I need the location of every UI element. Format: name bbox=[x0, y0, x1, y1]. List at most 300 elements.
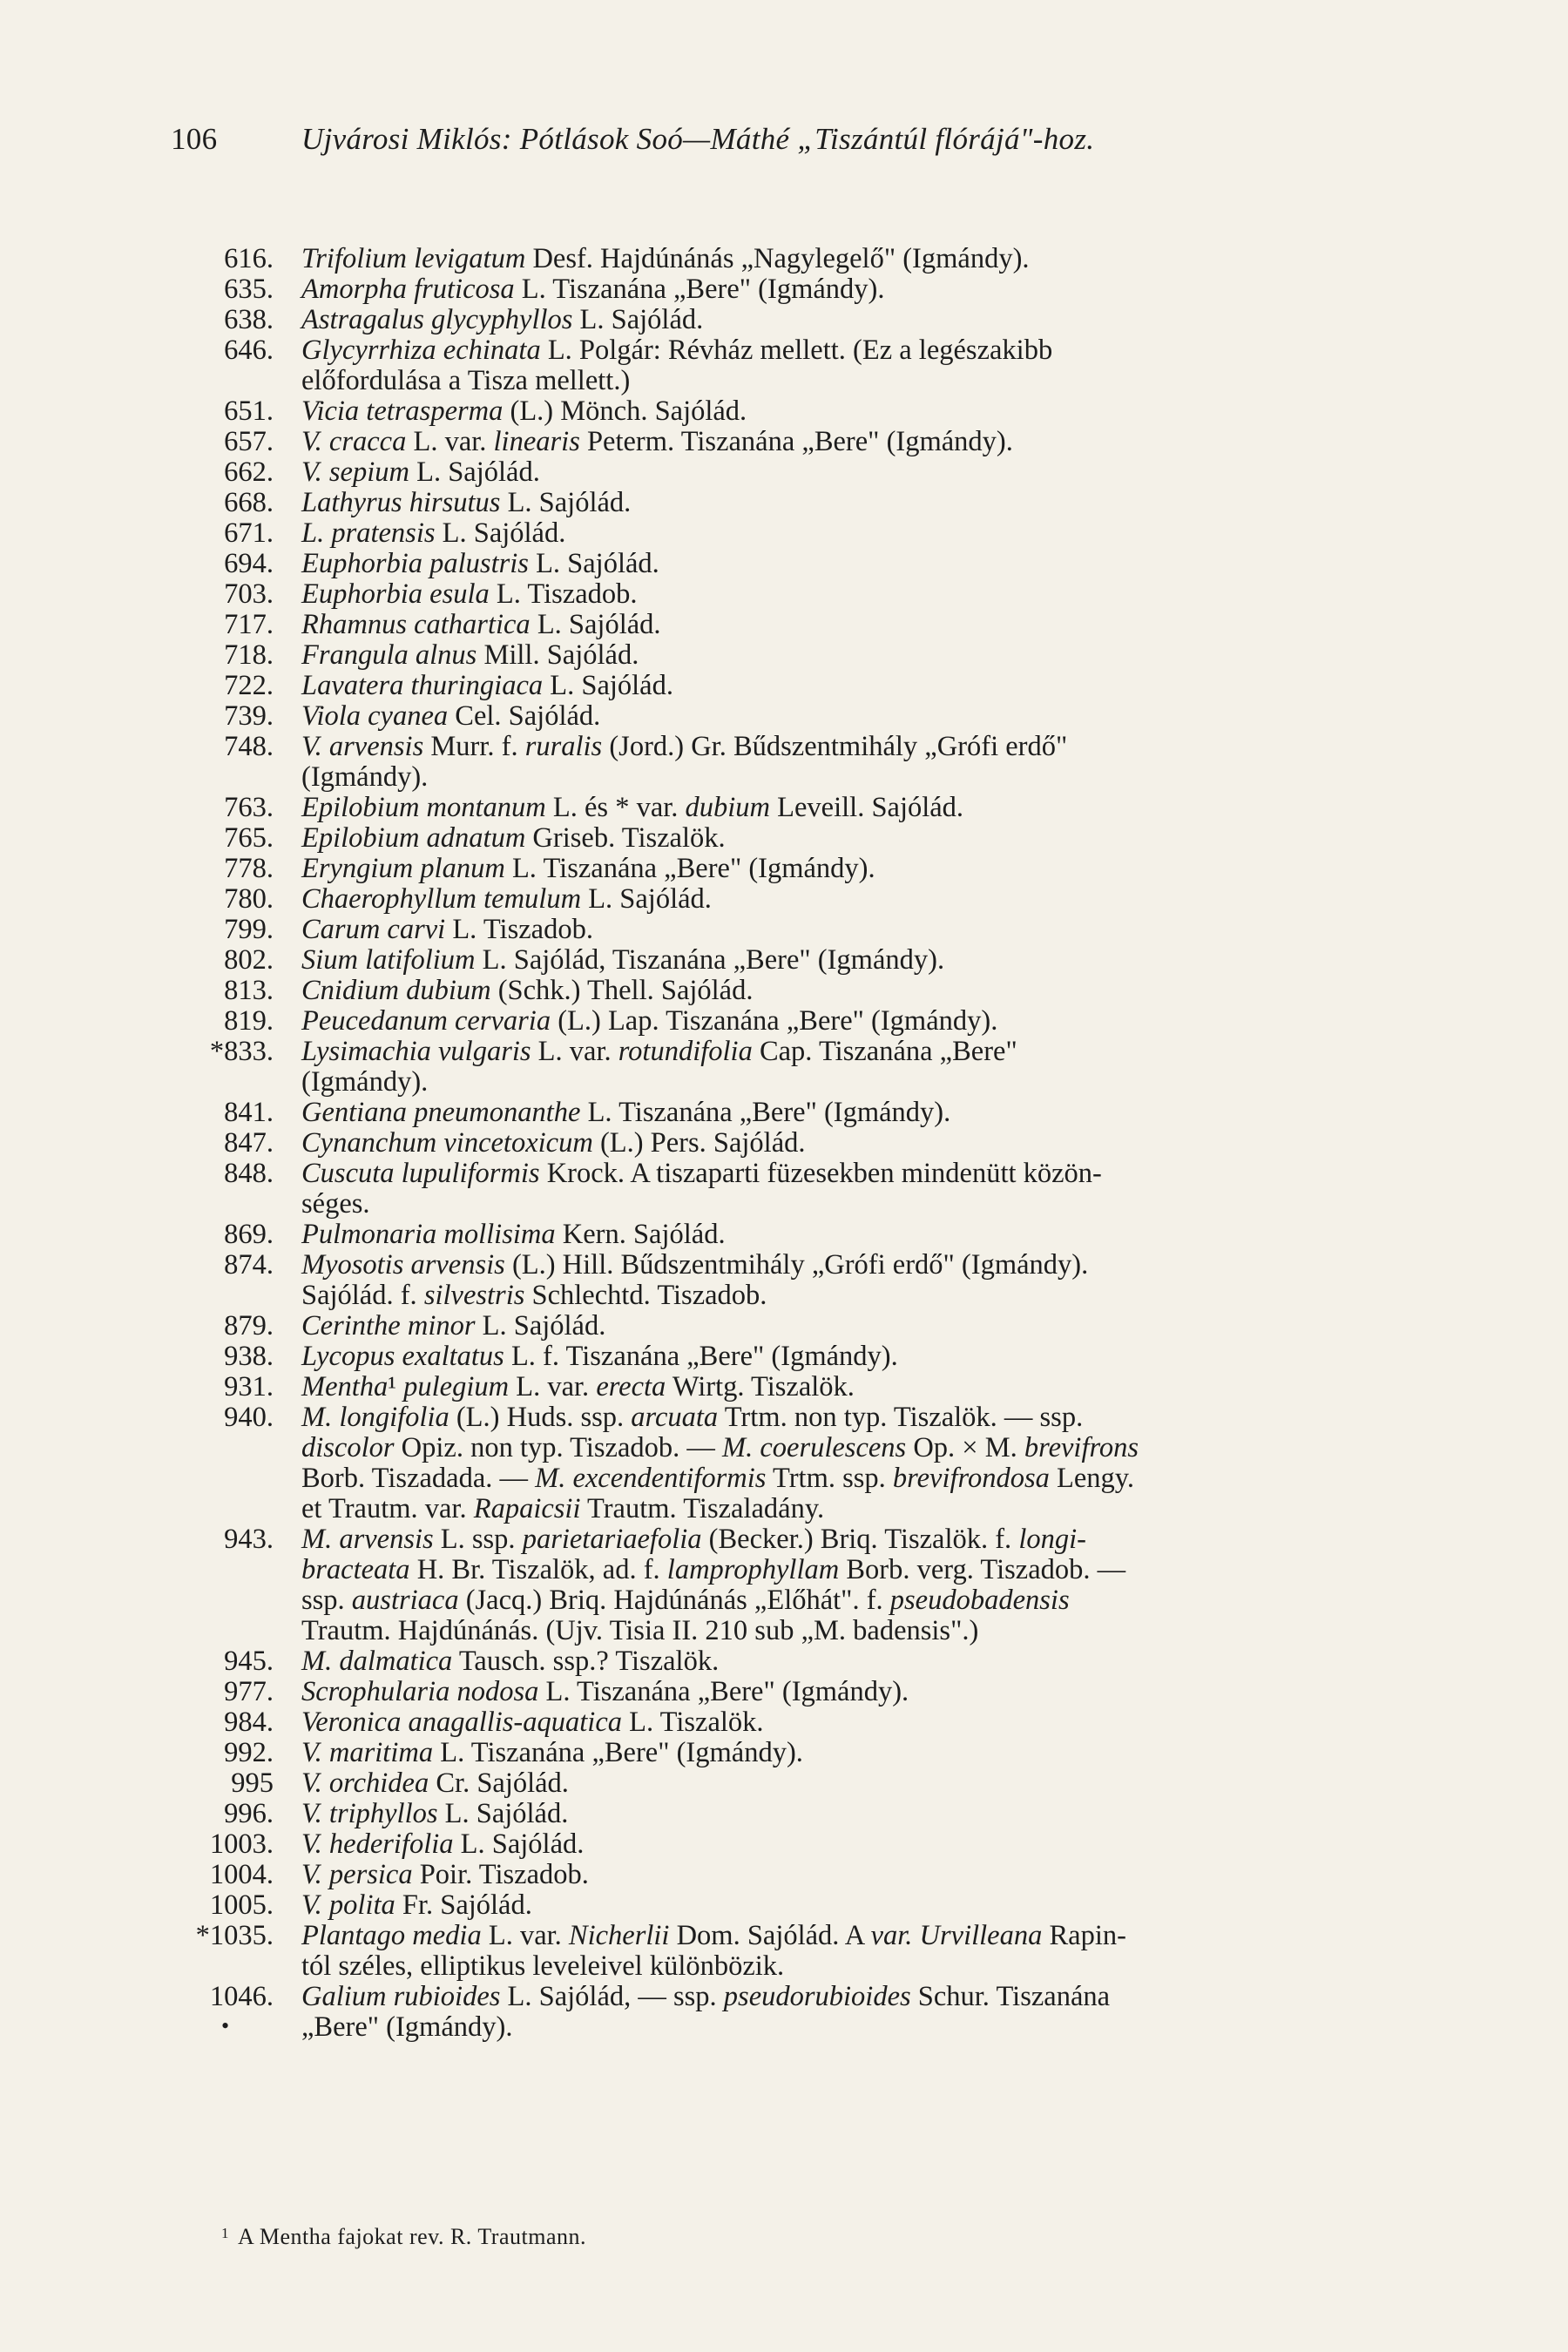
taxon-name: Rhamnus cathartica bbox=[301, 609, 531, 640]
entry-number: 763. bbox=[224, 792, 274, 823]
entry-text: Trtm. non typ. Tiszalök. — ssp. bbox=[718, 1402, 1084, 1433]
entry-number: 703. bbox=[224, 578, 274, 610]
entry-number: 765. bbox=[224, 822, 274, 854]
taxon-name: M. arvensis bbox=[301, 1524, 434, 1555]
entry-text: L. Sajólád. bbox=[409, 456, 540, 488]
taxon-name: dubium bbox=[685, 792, 771, 823]
entry-line bbox=[301, 1159, 1429, 1189]
entry-number: 931. bbox=[224, 1371, 274, 1402]
list-item bbox=[171, 732, 1429, 793]
list-item bbox=[171, 335, 1429, 396]
list-item bbox=[171, 1220, 1429, 1250]
entry-number: 694. bbox=[224, 548, 274, 579]
list-item bbox=[171, 854, 1429, 884]
taxon-name: V. hederifolia bbox=[301, 1828, 454, 1860]
taxon-name: bracteata bbox=[301, 1554, 410, 1585]
entry-continuation-line bbox=[301, 1494, 1429, 1524]
entry-text: L. Sajólád. bbox=[435, 517, 566, 549]
entry-number: 739. bbox=[224, 700, 274, 732]
entry-line bbox=[301, 884, 1429, 915]
taxon-name: Viola cyanea bbox=[301, 700, 449, 732]
taxon-name: V. persica bbox=[301, 1859, 413, 1890]
list-item bbox=[171, 823, 1429, 854]
taxon-name: Gentiana pneumonanthe bbox=[301, 1097, 581, 1128]
entry-number: 671. bbox=[224, 517, 274, 549]
list-item bbox=[171, 1372, 1429, 1402]
running-title: Ujvárosi Miklós: Pótlások Soó—Máthé „Tiszántúl flórájá"-hoz. bbox=[301, 122, 1095, 156]
entry-text: Tausch. ssp.? Tiszalök. bbox=[452, 1646, 720, 1677]
entry-text: Schlechtd. Tiszadob. bbox=[524, 1280, 767, 1311]
entry-text: L. Sajólád, Tiszanána „Bere" (Igmándy). bbox=[475, 944, 945, 976]
taxon-name: Frangula alnus bbox=[301, 639, 477, 671]
entry-line bbox=[301, 244, 1429, 274]
list-item bbox=[171, 1524, 1429, 1646]
entry-text: Kern. Sajólád. bbox=[555, 1219, 726, 1250]
taxon-name: Cerinthe minor bbox=[301, 1310, 476, 1342]
entry-continuation-line bbox=[301, 762, 1429, 793]
entry-line bbox=[301, 274, 1429, 305]
taxon-name: Euphorbia esula bbox=[301, 578, 490, 610]
entry-continuation-line bbox=[301, 1281, 1429, 1311]
entry-text: Trtm. ssp. bbox=[766, 1463, 893, 1494]
list-item bbox=[171, 1250, 1429, 1311]
entry-text: L. Polgár: Révház mellett. (Ez a legészakibb bbox=[540, 335, 1053, 366]
entry-line bbox=[301, 1738, 1429, 1768]
taxon-name: V. polita bbox=[301, 1889, 395, 1921]
entry-line bbox=[301, 854, 1429, 884]
list-item bbox=[171, 1159, 1429, 1220]
entry-line bbox=[301, 335, 1429, 366]
entry-text: Cap. Tiszanána „Bere" bbox=[752, 1036, 1017, 1067]
list-item bbox=[171, 1646, 1429, 1677]
entry-continuation-line bbox=[301, 366, 1429, 396]
taxon-name: Chaerophyllum temulum bbox=[301, 883, 582, 915]
entry-continuation-line bbox=[301, 1616, 1429, 1646]
entry-text: (L.) Lap. Tiszanána „Bere" (Igmándy). bbox=[551, 1005, 998, 1037]
entry-line bbox=[301, 1128, 1429, 1159]
entry-line bbox=[301, 457, 1429, 488]
entry-line bbox=[301, 701, 1429, 732]
entry-line bbox=[301, 396, 1429, 427]
list-item bbox=[171, 640, 1429, 671]
entry-number: 874. bbox=[224, 1249, 274, 1281]
species-list bbox=[171, 244, 1429, 2043]
list-item bbox=[171, 244, 1429, 274]
taxon-name: pseudorubioides bbox=[723, 1981, 911, 2012]
taxon-name: V. maritima bbox=[301, 1737, 434, 1768]
entry-number: 847. bbox=[224, 1127, 274, 1159]
list-item bbox=[171, 1677, 1429, 1707]
entry-text: L. Sajólád. bbox=[543, 670, 673, 701]
list-item bbox=[171, 305, 1429, 335]
list-item bbox=[171, 274, 1429, 305]
entry-number: 1004. bbox=[209, 1859, 274, 1890]
list-item bbox=[171, 1006, 1429, 1037]
entry-number: 662. bbox=[224, 456, 274, 488]
entry-text: (Jord.) Gr. Bűdszentmihály „Grófi erdő" bbox=[602, 731, 1068, 762]
taxon-name: V. triphyllos bbox=[301, 1798, 438, 1829]
entry-line bbox=[301, 1707, 1429, 1738]
list-item bbox=[171, 549, 1429, 579]
list-item bbox=[171, 1402, 1429, 1524]
taxon-name: Veronica anagallis-aquatica bbox=[301, 1707, 622, 1738]
entry-line bbox=[301, 1860, 1429, 1890]
entry-text: L. ssp. bbox=[433, 1524, 523, 1555]
entry-line bbox=[301, 671, 1429, 701]
list-item bbox=[171, 1890, 1429, 1921]
list-item bbox=[171, 488, 1429, 518]
taxon-name: Epilobium montanum bbox=[301, 792, 546, 823]
taxon-name: M. excendentiformis bbox=[535, 1463, 767, 1494]
entry-number: *1035. bbox=[195, 1920, 274, 1951]
entry-text: L. var. bbox=[509, 1371, 597, 1402]
entry-line bbox=[301, 1677, 1429, 1707]
taxon-name: Carum carvi bbox=[301, 914, 446, 945]
entry-number: 1003. bbox=[209, 1828, 274, 1860]
entry-continuation-line bbox=[301, 1433, 1429, 1463]
entry-line bbox=[301, 1006, 1429, 1037]
footnote-mark: 1 bbox=[221, 2225, 229, 2241]
entry-text: ssp. bbox=[301, 1585, 352, 1616]
entry-number: 1005. bbox=[209, 1889, 274, 1921]
entry-text: L. Tiszanána „Bere" (Igmándy). bbox=[504, 853, 875, 884]
entry-line bbox=[301, 1402, 1429, 1433]
entry-text: L. Tiszalök. bbox=[622, 1707, 764, 1738]
taxon-name: V. arvensis bbox=[301, 731, 424, 762]
entry-text: Lengy. bbox=[1049, 1463, 1135, 1494]
entry-number: 977. bbox=[224, 1676, 274, 1707]
taxon-name: austriaca bbox=[351, 1585, 459, 1616]
taxon-name: Lavatera thuringiaca bbox=[301, 670, 544, 701]
list-item bbox=[171, 1098, 1429, 1128]
list-item bbox=[171, 945, 1429, 976]
entry-line bbox=[301, 579, 1429, 610]
entry-text: Wirtg. Tiszalök. bbox=[666, 1371, 855, 1402]
list-item bbox=[171, 915, 1429, 945]
entry-text: Krock. A tiszaparti füzesekben mindenütt közön- bbox=[539, 1158, 1102, 1189]
taxon-name: V. orchidea bbox=[301, 1767, 429, 1799]
list-item bbox=[171, 1768, 1429, 1799]
entry-number: 778. bbox=[224, 853, 274, 884]
entry-continuation-line bbox=[301, 1951, 1429, 1982]
taxon-name: linearis bbox=[493, 426, 580, 457]
list-item bbox=[171, 1982, 1429, 2043]
entry-text: L. Sajólád. bbox=[500, 487, 632, 518]
margin-dot: • bbox=[221, 2013, 230, 2038]
entry-text: séges. bbox=[301, 1188, 370, 1220]
taxon-name: M. coerulescens bbox=[722, 1432, 907, 1463]
entry-number: 945. bbox=[224, 1646, 274, 1677]
entry-number: 992. bbox=[224, 1737, 274, 1768]
entry-text: Rapin- bbox=[1042, 1920, 1126, 1951]
entry-line bbox=[301, 945, 1429, 976]
entry-text: Op. × M. bbox=[906, 1432, 1024, 1463]
entry-continuation-line bbox=[301, 1189, 1429, 1220]
list-item bbox=[171, 1738, 1429, 1768]
entry-number: 813. bbox=[224, 975, 274, 1006]
list-item bbox=[171, 793, 1429, 823]
entry-text: L. Sajólád. bbox=[528, 548, 659, 579]
entry-text: Griseb. Tiszalök. bbox=[525, 822, 726, 854]
taxon-name: Trifolium levigatum bbox=[301, 243, 526, 274]
list-item bbox=[171, 1829, 1429, 1860]
entry-text: Desf. Hajdúnánás „Nagylegelő" (Igmándy). bbox=[525, 243, 1030, 274]
list-item bbox=[171, 1707, 1429, 1738]
entry-text: Schur. Tiszanána bbox=[910, 1981, 1111, 2012]
entry-line bbox=[301, 305, 1429, 335]
entry-text: Trautm. Hajdúnánás. (Ujv. Tisia II. 210 sub „M. badensis".) bbox=[301, 1615, 979, 1646]
entry-text: H. Br. Tiszalök, ad. f. bbox=[409, 1554, 667, 1585]
taxon-name: rotundifolia bbox=[618, 1036, 753, 1067]
entry-text: Murr. f. bbox=[423, 731, 525, 762]
entry-line bbox=[301, 1829, 1429, 1860]
entry-line bbox=[301, 1098, 1429, 1128]
taxon-name: longi- bbox=[1018, 1524, 1086, 1555]
entry-text: (L.) Hill. Bűdszentmihály „Grófi erdő" (Igmándy). bbox=[504, 1249, 1089, 1281]
taxon-name: V. cracca bbox=[301, 426, 407, 457]
taxon-name: erecta bbox=[596, 1371, 666, 1402]
entry-text: Mill. Sajólád. bbox=[476, 639, 639, 671]
entry-number: 657. bbox=[224, 426, 274, 457]
entry-text: (Schk.) Thell. Sajólád. bbox=[490, 975, 754, 1006]
entry-number: 799. bbox=[224, 914, 274, 945]
entry-number: 722. bbox=[224, 670, 274, 701]
taxon-name: Astragalus glycyphyllos bbox=[301, 304, 573, 335]
entry-number: 651. bbox=[224, 395, 274, 427]
entry-number: 638. bbox=[224, 304, 274, 335]
list-item bbox=[171, 610, 1429, 640]
list-item bbox=[171, 518, 1429, 549]
taxon-name: Sium latifolium bbox=[301, 944, 476, 976]
entry-text: „Bere" (Igmándy). bbox=[301, 2011, 513, 2043]
list-item bbox=[171, 1311, 1429, 1342]
entry-number: 802. bbox=[224, 944, 274, 976]
entry-text: Peterm. Tiszanána „Bere" (Igmándy). bbox=[579, 426, 1013, 457]
entry-number: 635. bbox=[224, 274, 274, 305]
entry-number: 1046. bbox=[209, 1981, 274, 2012]
list-item bbox=[171, 1921, 1429, 1982]
entry-text: L. f. Tiszanána „Bere" (Igmándy). bbox=[504, 1341, 898, 1372]
taxon-name: Rapaicsii bbox=[473, 1493, 581, 1524]
list-item bbox=[171, 396, 1429, 427]
list-item bbox=[171, 1037, 1429, 1098]
entry-text: Leveill. Sajólád. bbox=[770, 792, 964, 823]
entry-line bbox=[301, 640, 1429, 671]
taxon-name: Galium rubioides bbox=[301, 1981, 501, 2012]
entry-line bbox=[301, 1799, 1429, 1829]
entry-line bbox=[301, 1890, 1429, 1921]
entry-number: 995 bbox=[231, 1767, 274, 1799]
taxon-name: ruralis bbox=[524, 731, 603, 762]
entry-text: L. Sajólád. bbox=[530, 609, 661, 640]
taxon-name: var. Urvilleana bbox=[870, 1920, 1043, 1951]
list-item bbox=[171, 579, 1429, 610]
entry-number: 938. bbox=[224, 1341, 274, 1372]
taxon-name: brevifrondosa bbox=[892, 1463, 1050, 1494]
entry-number: *833. bbox=[209, 1036, 274, 1067]
entry-line bbox=[301, 488, 1429, 518]
entry-text: L. Tiszadob. bbox=[445, 914, 593, 945]
entry-line bbox=[301, 549, 1429, 579]
entry-number: 869. bbox=[224, 1219, 274, 1250]
entry-text: Borb. Tiszadada. — bbox=[301, 1463, 536, 1494]
entry-line bbox=[301, 1037, 1429, 1067]
entry-line bbox=[301, 1342, 1429, 1372]
entry-text: Borb. verg. Tiszadob. — bbox=[839, 1554, 1126, 1585]
taxon-name: Glycyrrhiza echinata bbox=[301, 335, 541, 366]
entry-line bbox=[301, 1372, 1429, 1402]
taxon-name: Epilobium adnatum bbox=[301, 822, 526, 854]
entry-number: 819. bbox=[224, 1005, 274, 1037]
taxon-name: silvestris bbox=[423, 1280, 525, 1311]
taxon-name: lamprophyllam bbox=[666, 1554, 840, 1585]
entry-text: (Becker.) Briq. Tiszalök. f. bbox=[701, 1524, 1019, 1555]
list-item bbox=[171, 701, 1429, 732]
taxon-name: Lathyrus hirsutus bbox=[301, 487, 501, 518]
entry-line bbox=[301, 823, 1429, 854]
entry-continuation-line bbox=[301, 1585, 1429, 1616]
entry-line bbox=[301, 1768, 1429, 1799]
taxon-name: V. sepium bbox=[301, 456, 409, 488]
entry-text: L. és * var. bbox=[545, 792, 686, 823]
entry-text: L. var. bbox=[531, 1036, 618, 1067]
taxon-name: Cynanchum vincetoxicum bbox=[301, 1127, 593, 1159]
list-item bbox=[171, 671, 1429, 701]
entry-text: et Trautm. var. bbox=[301, 1493, 474, 1524]
entry-text: Cr. Sajólád. bbox=[429, 1767, 569, 1799]
taxon-name: pulegium bbox=[403, 1371, 510, 1402]
entry-number: 616. bbox=[224, 243, 274, 274]
entry-text: (L.) Huds. ssp. bbox=[449, 1402, 632, 1433]
taxon-name: parietariaefolia bbox=[522, 1524, 702, 1555]
entry-number: 879. bbox=[224, 1310, 274, 1342]
taxon-name: discolor bbox=[301, 1432, 395, 1463]
entry-line bbox=[301, 1982, 1429, 2012]
entry-text: L. Sajólád, — ssp. bbox=[500, 1981, 724, 2012]
footnote bbox=[221, 2224, 1005, 2250]
entry-number: 940. bbox=[224, 1402, 274, 1433]
list-item bbox=[171, 1128, 1429, 1159]
entry-text: L. Tiszanána „Bere" (Igmándy). bbox=[580, 1097, 951, 1128]
entry-line bbox=[301, 1220, 1429, 1250]
entry-text: (Igmándy). bbox=[301, 761, 429, 793]
entry-line bbox=[301, 427, 1429, 457]
entry-text: Dom. Sajólád. A bbox=[669, 1920, 871, 1951]
taxon-name: Peucedanum cervaria bbox=[301, 1005, 551, 1037]
taxon-name: Myosotis arvensis bbox=[301, 1249, 505, 1281]
list-item bbox=[171, 1799, 1429, 1829]
entry-line bbox=[301, 915, 1429, 945]
entry-text: előfordulása a Tisza mellett.) bbox=[301, 365, 631, 396]
entry-continuation-line bbox=[301, 1067, 1429, 1098]
taxon-name: Plantago media bbox=[301, 1920, 482, 1951]
entry-line bbox=[301, 610, 1429, 640]
entry-line bbox=[301, 1250, 1429, 1281]
entry-line bbox=[301, 793, 1429, 823]
entry-text: L. Sajólád. bbox=[572, 304, 704, 335]
entry-number: 984. bbox=[224, 1707, 274, 1738]
entry-number: 841. bbox=[224, 1097, 274, 1128]
entry-text: (L.) Pers. Sajólád. bbox=[592, 1127, 806, 1159]
taxon-name: Lysimachia vulgaris bbox=[301, 1036, 531, 1067]
entry-continuation-line bbox=[301, 1463, 1429, 1494]
entry-text: ¹ bbox=[388, 1371, 404, 1402]
entry-line bbox=[301, 518, 1429, 549]
entry-number: 717. bbox=[224, 609, 274, 640]
entry-text: L. Tiszanána „Bere" (Igmándy). bbox=[514, 274, 885, 305]
entry-text: Sajólád. f. bbox=[301, 1280, 424, 1311]
entry-text: L. Sajólád. bbox=[581, 883, 712, 915]
taxon-name: Amorpha fruticosa bbox=[301, 274, 515, 305]
entry-line bbox=[301, 1921, 1429, 1951]
list-item bbox=[171, 427, 1429, 457]
entry-continuation-line bbox=[301, 1555, 1429, 1585]
entry-line bbox=[301, 732, 1429, 762]
taxon-name: Scrophularia nodosa bbox=[301, 1676, 539, 1707]
entry-text: Trautm. Tiszaladány. bbox=[580, 1493, 825, 1524]
entry-text: (Jacq.) Briq. Hajdúnánás „Előhát". f. bbox=[458, 1585, 890, 1616]
taxon-name: Cuscuta lupuliformis bbox=[301, 1158, 540, 1189]
taxon-name: brevifrons bbox=[1024, 1432, 1139, 1463]
list-item bbox=[171, 976, 1429, 1006]
taxon-name: Vicia tetrasperma bbox=[301, 395, 504, 427]
entry-line bbox=[301, 976, 1429, 1006]
taxon-name: Euphorbia palustris bbox=[301, 548, 529, 579]
entry-continuation-line bbox=[221, 2011, 1429, 2043]
entry-text: Opiz. non typ. Tiszadob. — bbox=[394, 1432, 723, 1463]
entry-number: 780. bbox=[224, 883, 274, 915]
entry-line bbox=[301, 1524, 1429, 1555]
entry-number: 668. bbox=[224, 487, 274, 518]
taxon-name: Mentha bbox=[301, 1371, 389, 1402]
entry-text: L. Tiszanána „Bere" (Igmándy). bbox=[433, 1737, 803, 1768]
taxon-name: M. dalmatica bbox=[301, 1646, 453, 1677]
taxon-name: Nicherlii bbox=[568, 1920, 670, 1951]
entry-number: 646. bbox=[224, 335, 274, 366]
taxon-name: arcuata bbox=[631, 1402, 719, 1433]
entry-text: L. Sajólád. bbox=[453, 1828, 585, 1860]
list-item bbox=[171, 1860, 1429, 1890]
entry-text: (L.) Mönch. Sajólád. bbox=[503, 395, 747, 427]
entry-text: tól széles, elliptikus leveleivel különbözik. bbox=[301, 1950, 785, 1982]
taxon-name: Cnidium dubium bbox=[301, 975, 491, 1006]
page-number: 106 bbox=[171, 122, 218, 156]
entry-text: (Igmándy). bbox=[301, 1066, 429, 1098]
taxon-name: Eryngium planum bbox=[301, 853, 505, 884]
footnote-text: A Mentha fajokat rev. R. Trautmann. bbox=[238, 2224, 586, 2249]
taxon-name: M. longifolia bbox=[301, 1402, 449, 1433]
list-item bbox=[171, 1342, 1429, 1372]
entry-line bbox=[301, 1311, 1429, 1342]
entry-number: 996. bbox=[224, 1798, 274, 1829]
entry-number: 718. bbox=[224, 639, 274, 671]
entry-text: Cel. Sajólád. bbox=[448, 700, 601, 732]
running-header bbox=[171, 122, 1390, 157]
entry-number: 943. bbox=[224, 1524, 274, 1555]
list-item bbox=[171, 457, 1429, 488]
taxon-name: pseudobadensis bbox=[889, 1585, 1070, 1616]
entry-text: Poir. Tiszadob. bbox=[412, 1859, 589, 1890]
entry-text: Fr. Sajólád. bbox=[395, 1889, 532, 1921]
entry-text: L. Tiszadob. bbox=[489, 578, 638, 610]
entry-number: 748. bbox=[224, 731, 274, 762]
entry-text: L. var. bbox=[481, 1920, 569, 1951]
taxon-name: Pulmonaria mollisima bbox=[301, 1219, 556, 1250]
entry-number: 848. bbox=[224, 1158, 274, 1189]
taxon-name: L. pratensis bbox=[301, 517, 436, 549]
entry-text: L. var. bbox=[406, 426, 494, 457]
entry-text: L. Sajólád. bbox=[437, 1798, 569, 1829]
